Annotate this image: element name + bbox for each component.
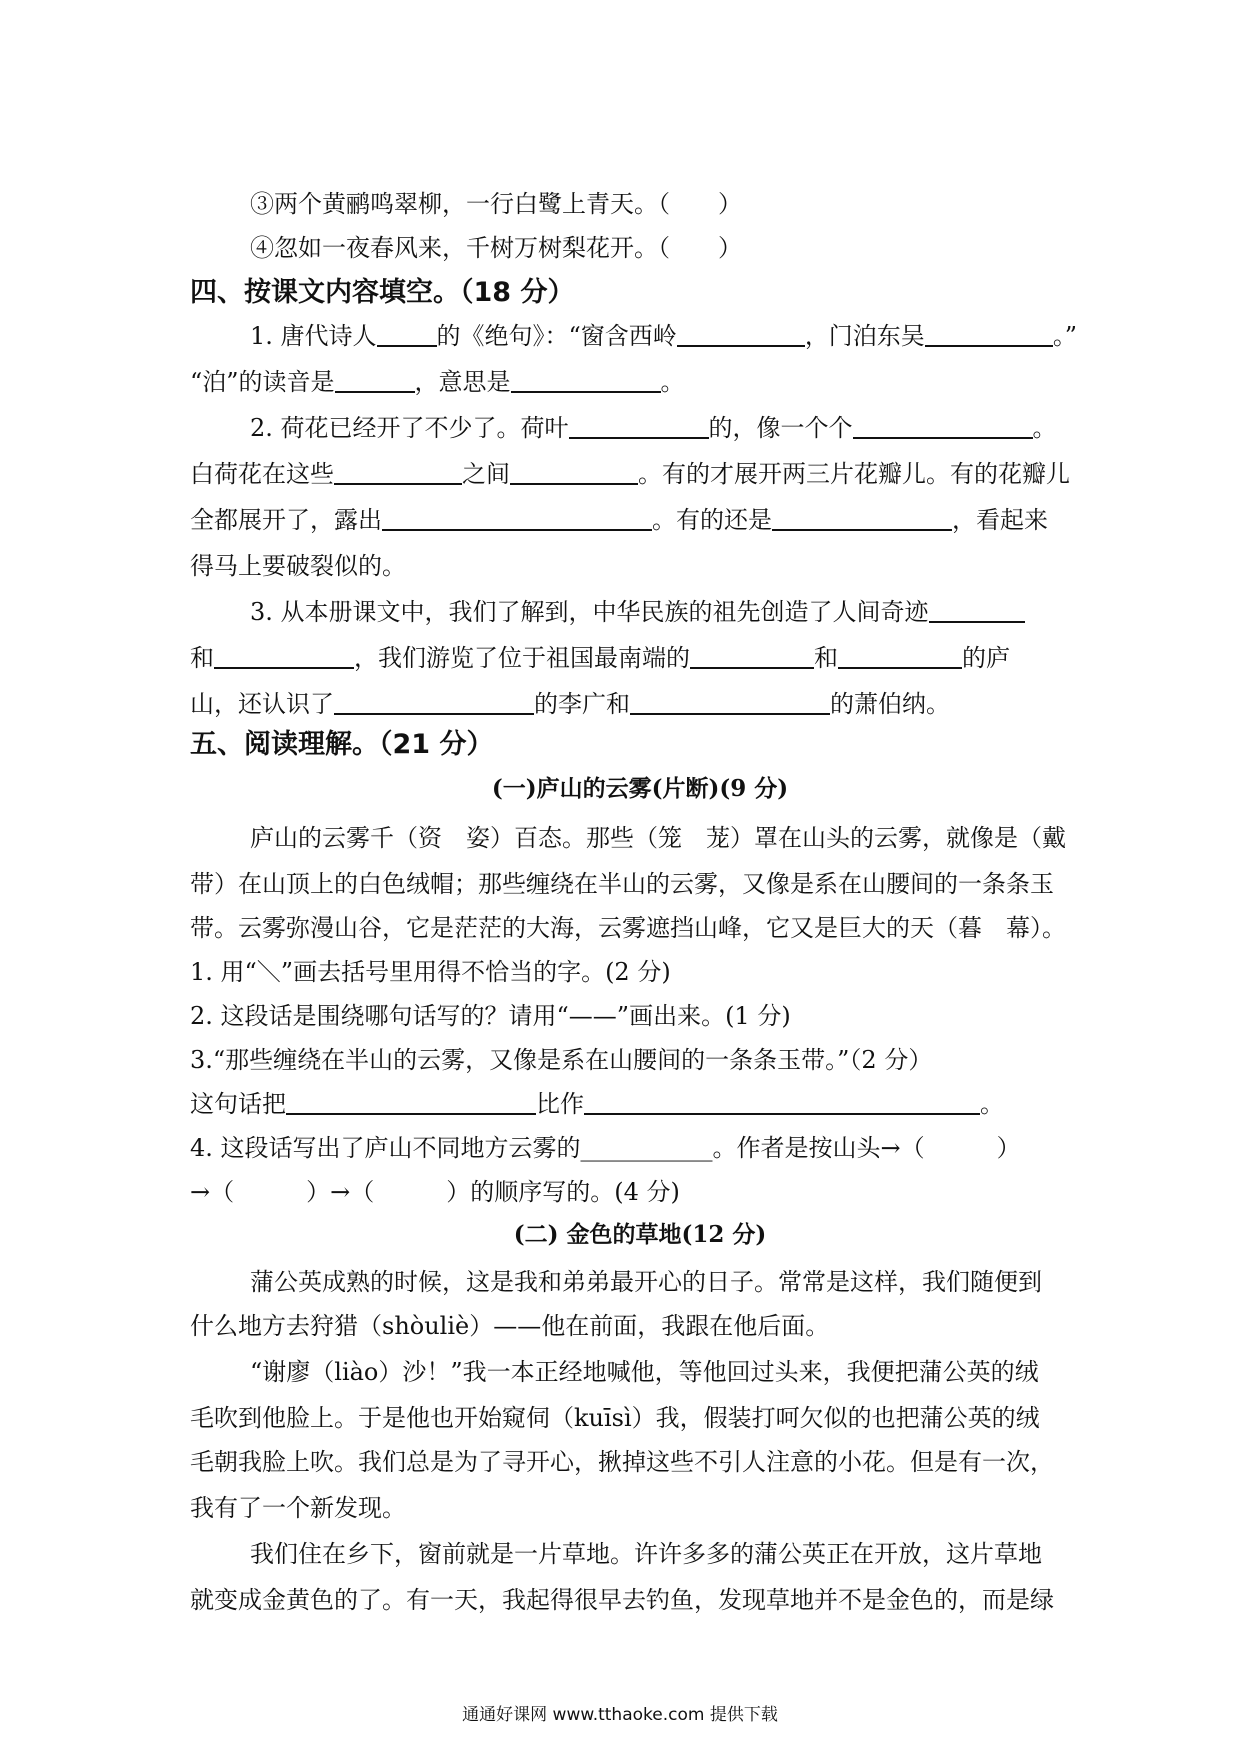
s5-q4-line2: →（ ）→（ ）的顺序写的。(4 分): [190, 1178, 680, 1206]
passage-1-line: 带。云雾弥漫山谷，它是茫茫的大海，云雾遮挡山峰，它又是巨大的天（暮 幕）。: [190, 914, 1066, 942]
blank[interactable]: [511, 371, 661, 393]
passage-2-line: 就变成金黄色的了。有一天，我起得很早去钓鱼，发现草地并不是金色的，而是绿: [190, 1586, 1054, 1614]
passage-2-line: “谢廖（liào）沙！”我一本正经地喊他，等他回过头来，我便把蒲公英的绒: [250, 1358, 1039, 1386]
s4-q1-line2: “泊”的读音是 ，意思是 。: [190, 368, 685, 396]
blank[interactable]: [677, 325, 805, 347]
footer-credit: 通通好课网 www.tthaoke.com 提供下载: [462, 1705, 778, 1725]
section-5-heading: 五、阅读理解。（21 分）: [190, 729, 494, 760]
s4-q2-line3: 全都展开了，露出 。有的还是 ，看起来: [190, 506, 1048, 534]
s5-q3-answer: 这句话把 比作 。: [190, 1090, 1004, 1118]
passage-2-line: 我有了一个新发现。: [190, 1494, 406, 1522]
passage-1-title: (一)庐山的云雾(片断)(9 分): [491, 775, 789, 802]
passage-2-title: (二) 金色的草地(12 分): [513, 1221, 767, 1248]
s5-q3: 3.“那些缠绕在半山的云雾，又像是系在山腰间的一条条玉带。”（2 分）: [190, 1046, 933, 1074]
s4-q2-line4: 得马上要破裂似的。: [190, 552, 406, 580]
s5-q1: 1. 用“＼”画去括号里用得不恰当的字。(2 分): [190, 958, 671, 986]
blank[interactable]: [286, 1093, 536, 1115]
passage-2-line: 什么地方去狩猎（shòuliè）——他在前面，我跟在他后面。: [190, 1312, 830, 1340]
blank[interactable]: [772, 509, 952, 531]
blank[interactable]: [377, 325, 437, 347]
poem-item-4: ④忽如一夜春风来，千树万树梨花开。（ ）: [250, 234, 742, 262]
blank[interactable]: [510, 463, 638, 485]
blank[interactable]: [925, 325, 1053, 347]
passage-1-line: 庐山的云雾千（资 姿）百态。那些（笼 茏）罩在山头的云雾，就像是（戴: [250, 824, 1066, 852]
passage-2-line: 蒲公英成熟的时候，这是我和弟弟最开心的日子。常常是这样，我们随便到: [250, 1268, 1042, 1296]
blank[interactable]: [382, 509, 652, 531]
blank[interactable]: [929, 601, 1025, 623]
blank[interactable]: [334, 693, 534, 715]
blank[interactable]: [584, 1093, 980, 1115]
passage-2-line: 毛朝我脸上吹。我们总是为了寻开心，揪掉这些不引人注意的小花。但是有一次，: [190, 1448, 1054, 1476]
s5-q4-line1: 4. 这段话写出了庐山不同地方云雾的___________。作者是按山头→（ ）: [190, 1134, 1021, 1162]
blank[interactable]: [690, 647, 814, 669]
passage-1-line: 带）在山顶上的白色绒帽；那些缠绕在半山的云雾，又像是系在山腰间的一条条玉: [190, 870, 1054, 898]
poem-item-3: ③两个黄鹂鸣翠柳，一行白鹭上青天。（ ）: [250, 190, 742, 218]
passage-2-line: 毛吹到他脸上。于是他也开始窥伺（kuīsì）我，假装打呵欠似的也把蒲公英的绒: [190, 1404, 1040, 1432]
s5-q2: 2. 这段话是围绕哪句话写的？请用“——”画出来。(1 分): [190, 1002, 791, 1030]
blank[interactable]: [569, 417, 709, 439]
blank[interactable]: [838, 647, 962, 669]
s4-q2-line1: 2. 荷花已经开了不少了。荷叶 的，像一个个 。: [250, 414, 1057, 442]
blank[interactable]: [334, 463, 462, 485]
blank[interactable]: [853, 417, 1033, 439]
blank[interactable]: [335, 371, 415, 393]
section-4-heading: 四、按课文内容填空。（18 分）: [190, 277, 575, 308]
s4-q3-line1: 3. 从本册课文中，我们了解到，中华民族的祖先创造了人间奇迹: [250, 592, 1090, 627]
s4-q3-line3: 山，还认识了 的李广和 的萧伯纳。: [190, 690, 950, 718]
s4-q1-line1: 1. 唐代诗人 的《绝句》：“窗含西岭 ，门泊东吴 。”: [250, 322, 1078, 350]
passage-2-line: 我们住在乡下，窗前就是一片草地。许许多多的蒲公英正在开放，这片草地: [250, 1540, 1042, 1568]
blank[interactable]: [630, 693, 830, 715]
s4-q3-line2: 和 ，我们游览了位于祖国最南端的 和 的庐: [190, 644, 1010, 672]
blank[interactable]: [214, 647, 354, 669]
s4-q2-line2: 白荷花在这些 之间 。有的才展开两三片花瓣儿。有的花瓣儿: [190, 460, 1070, 488]
